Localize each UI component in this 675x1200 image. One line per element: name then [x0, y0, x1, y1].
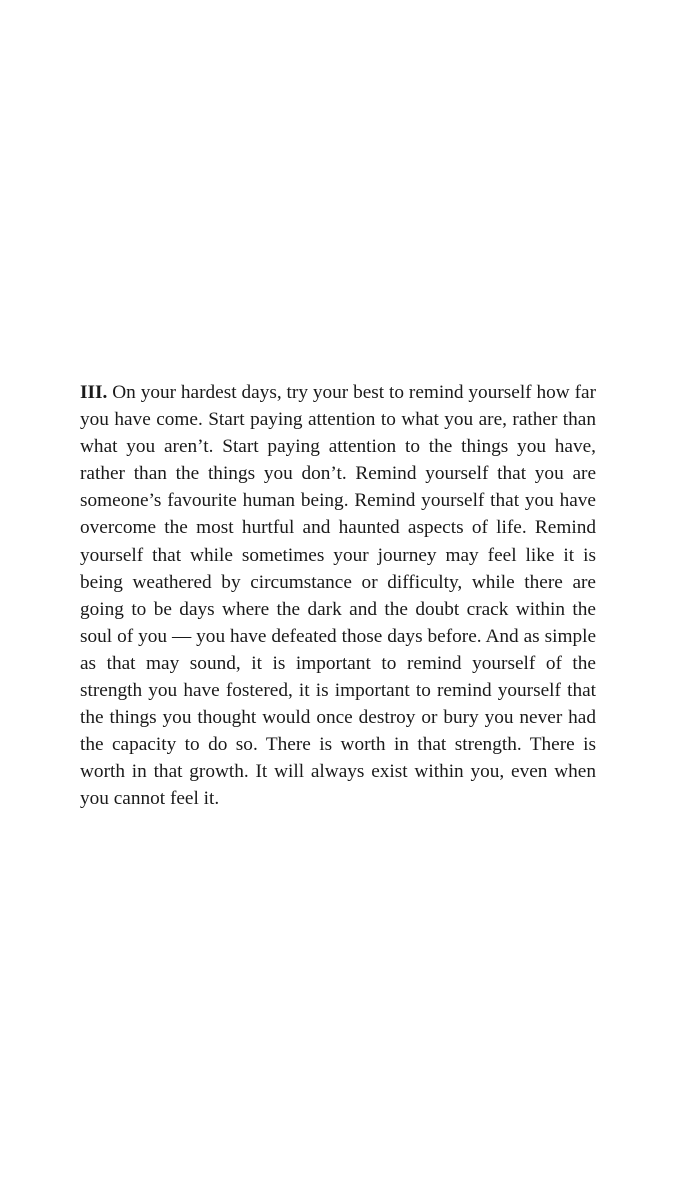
- passage-paragraph: [80, 379, 596, 813]
- section-numeral: III.: [80, 382, 108, 403]
- passage-text: On your hardest days, try your best to remind yourself how far you have come. Start paying attention to what you are, rather than what you aren’t. Start paying attention to the things you have, rather than the things you don’t. Remind yourself that you are someone’s favourite human being. Remind yourself that you have overcome the most hurtful and haunted aspects of life. Remind yourself that while sometimes your journey may feel like it is being weathered by circumstance or difficulty, while there are going to be days where the dark and the doubt crack within the soul of you — you have defeated those days before. And as simple as that may sound, it is important to remind yourself of the strength you have fostered, it is important to remind yourself that the things you thought would once destroy or bury you never had the capacity to do so. There is worth in that strength. There is worth in that growth. It will always exist within you, even when you cannot feel it.: [80, 382, 596, 810]
